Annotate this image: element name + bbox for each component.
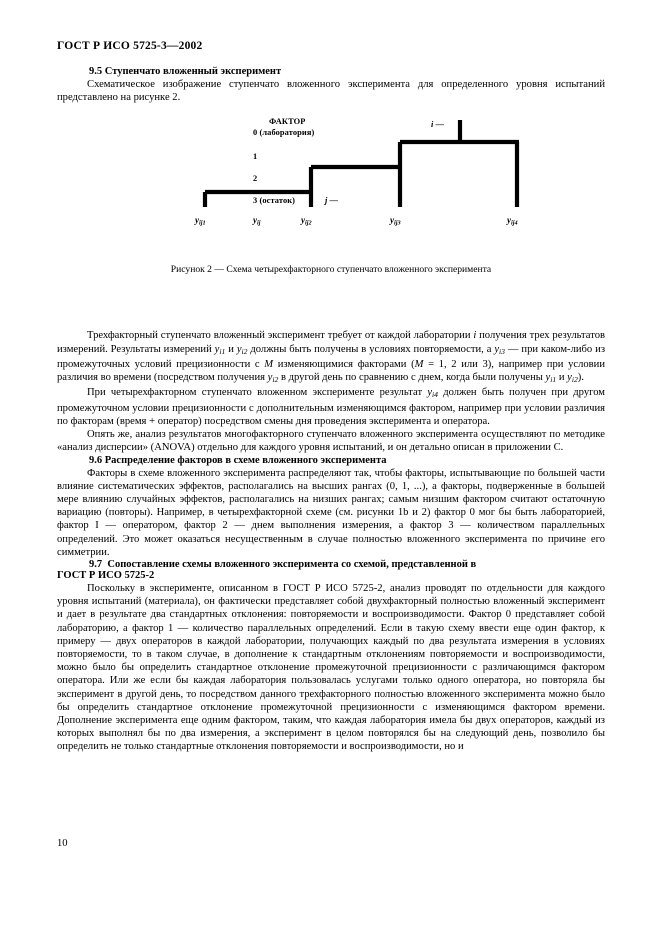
math-var-sub: i2: [272, 375, 279, 385]
text-run: При четырехфакторном ступенчато вложенном эксперименте результат: [87, 387, 428, 399]
math-var-sub: i4: [432, 390, 438, 400]
figure-label-level-2: 2: [253, 174, 258, 184]
text-run: изменяющимися факторами (: [273, 358, 415, 370]
math-var-sub: i1: [219, 346, 226, 356]
figure-leaf-3-base: y: [390, 215, 394, 226]
text-run: в другой день по сравнению с днем, когда были получены: [278, 372, 546, 384]
math-var-sub: i2: [241, 346, 248, 356]
text-run: ).: [577, 372, 584, 384]
text-run: Трехфакторный ступенчато вложенный эксперимент требует от каждой лаборатории: [87, 330, 474, 342]
text-run: — при каком-либо из промежуточных условий прецизионности с: [57, 343, 606, 370]
heading-9-6: 9.6 Распределение факторов в схеме вложенного эксперимента: [89, 454, 387, 466]
math-var-y-i1: [215, 344, 226, 355]
figure-leaf-4: [507, 215, 518, 227]
vertical-gap: [57, 275, 605, 329]
nested-experiment-tree-diagram: [57, 112, 605, 237]
math-var-M: M: [264, 358, 274, 370]
math-var-base: y: [545, 372, 551, 384]
math-var-M-2: M: [414, 358, 424, 370]
figure-leaf-1-base: y: [195, 215, 199, 226]
math-var-y-i2-c: [567, 372, 578, 383]
figure-leaf-1: [195, 215, 206, 227]
figure-index-j: j —: [325, 196, 339, 206]
paragraph-9-7: Поскольку в эксперименте, описанном в ГОСТ Р ИСО 5725-2, анализ проводят по отдельности для каждого уровня испытаний (материала), он фактически представляет собой двухфакторный полностью вложенный эксперимент и дает в результате два стандартных отклонения: повторяемости и воспроизводимости. Фактор 0 представляет собой лабораторию, а фактор 1 — количество параллельных определений. Если в такую схему ввести еще один фактор, к примеру — двух операторов в каждой лаборатории, получающих каждый по два результата измерения в условиях повторяемости, то в таком случае, в дополнение к стандартным отклонениям повторяемости и воспроизводимости, можно было бы определить стандартное отклонение промежуточной прецизионности с различающимся фактором оператора. Или же если бы каждая лаборатория пользовалась услугами только одного оператора, но повторяла бы эксперимент в другой день, то посредством данного трехфакторного полностью вложенного эксперимента можно было бы определить стандартное отклонение промежуточной прецизионности с изменяющимся фактором времени. Дополнение эксперимента еще одним фактором, таким, что каждая лаборатория имела бы двух операторов, каждый из которых выполнял бы по два измерения, а эксперимент в целом повторялся бы на следующий день, позволило бы определить не только стандартные отклонения повторяемости и воспроизводимости, но и: [57, 583, 605, 753]
figure-leaf-3: [390, 215, 401, 227]
text-run: должны быть получены в условиях повторяемости, а: [247, 343, 495, 355]
figure-label-factor: ФАКТОР: [269, 117, 306, 127]
text-run: должен быть получен при другом промежуточном условии прецизионности с дополнительным изменяющимся фактором, например при условии различия по факторам (время + оператор) посредством смены дня проведения эксперимента и оператора.: [57, 387, 605, 427]
heading-9-5: 9.5 Ступенчато вложенный эксперимент: [89, 66, 282, 77]
paragraph-9-5: Схематическое изображение ступенчато вложенного эксперимента для определенного уровня испытаний представлено на рисунке 2.: [57, 79, 605, 104]
math-var-y-i1-b: [546, 372, 557, 383]
math-var-y-i4: [427, 387, 438, 398]
heading-9-7: [57, 559, 605, 581]
figure-label-level-1: 1: [253, 152, 258, 162]
math-var-base: y: [214, 343, 220, 355]
math-var-base: y: [267, 372, 273, 384]
text-run: и: [225, 343, 237, 355]
text-run: = 1, 2 или 3), например при условии различия во времени (посредством получения: [57, 358, 605, 384]
heading-9-7-line2: ГОСТ Р ИСО 5725-2: [57, 570, 155, 582]
text-run: получения трех результатов измерений. Результаты измерений: [57, 330, 606, 355]
figure-root-variable: [253, 215, 261, 227]
figure-leaf-4-base: y: [507, 215, 511, 226]
text-run: и: [556, 372, 568, 384]
figure-leaf-4-sub: ij4: [511, 219, 518, 227]
figure-leaf-2-sub: ij2: [305, 219, 312, 227]
figure-leaf-3-sub: ij3: [394, 219, 401, 227]
page-number: 10: [57, 838, 68, 849]
figure-root-variable-sub: ij: [257, 219, 261, 227]
paragraph-anova: Опять же, анализ результатов многофакторного ступенчато вложенного эксперимента осуществляют по методике «анализ дисперсии» (ANOVA) отдельно для каждого уровня испытаний, и он детально описан в приложении С.: [57, 429, 605, 454]
math-var-base: y: [567, 372, 572, 384]
math-var-y-i2: [237, 344, 248, 355]
figure-index-i: i —: [431, 120, 445, 130]
figure-leaf-2: [301, 215, 312, 227]
page-content: [57, 66, 605, 754]
running-head: ГОСТ Р ИСО 5725-3—2002: [57, 40, 203, 52]
figure-leaf-1-sub: ij1: [199, 219, 206, 227]
heading-9-7-line1: Сопоставление схемы вложенного эксперимента со схемой, представленной в: [107, 559, 477, 571]
math-var-base: y: [236, 343, 242, 355]
math-var-i: i: [473, 330, 477, 342]
math-var-sub: i1: [550, 375, 557, 385]
paragraph-9-6: Факторы в схеме вложенного эксперимента распределяют так, чтобы факторы, испытывающие по большей части влияние систематических эффектов, располагались на высших рангах (0, 1, ...), а факторы, подверженные в большей мере влиянию случайных эффектов, располагались на низших рангах; самым низшим фактором считают остаточную вариацию (повторы). Например, в четырехфакторной схеме (см. рисунки 1b и 2) фактор 0 мог бы быть лабораторией, фактор I — оператором, фактор 2 — днем выполнения измерения, а фактор 3 — количеством параллельных определений. Это может оказаться несущественным в случае полностью вложенного эксперимента по причине его симметрии.: [57, 467, 605, 558]
figure-leaf-2-base: y: [301, 215, 305, 226]
figure-label-level-0: 0 (лаборатория): [253, 128, 315, 138]
figure-2: [57, 112, 605, 262]
paragraph-four-factor: [57, 386, 605, 428]
math-var-base: y: [494, 343, 500, 355]
heading-9-7-number: 9.7: [89, 559, 103, 571]
math-var-sub: i3: [499, 346, 505, 356]
paragraph-three-factor: [57, 329, 605, 386]
figure-root-variable-base: y: [253, 215, 257, 226]
math-var-y-i2-b: [268, 372, 279, 383]
math-var-y-i3: [494, 344, 505, 355]
figure-label-level-3: 3 (остаток): [253, 196, 296, 206]
figure-2-caption: Рисунок 2 — Схема четырехфакторного ступенчато вложенного эксперимента: [170, 264, 492, 276]
math-var-base: y: [427, 387, 433, 399]
math-var-sub: i2: [571, 375, 578, 385]
